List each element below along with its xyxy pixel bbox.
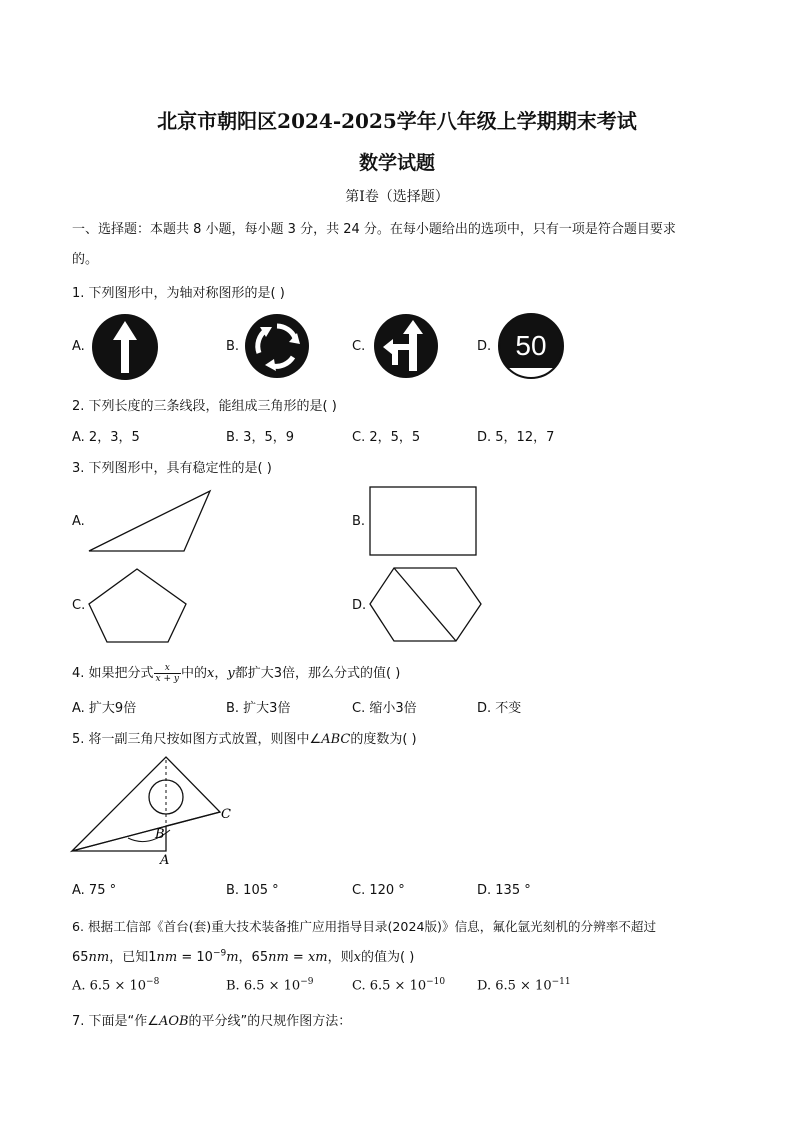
section-instructions: 一、选择题：本题共 8 小题，每小题 3 分，共 24 分。在每小题给出的选项中，只有一项是符合题目要求 [72,222,676,237]
q6-65: 65 [72,950,89,965]
q6-option-d [477,977,571,993]
question-6-stem: 6. 根据工信部《首台(套)重大技术装备推广应用指导目录(2024版)》信息，氟化氩光刻机的分辨率不超过 [72,919,657,934]
q5-angle: ABC [321,732,351,747]
question-1-stem: 1. 下列图形中，为轴对称图形的是( ) [72,286,285,301]
q6-option-d-exp: −11 [551,977,571,987]
q6-option-b-exp: −9 [300,977,314,987]
q6-unit-nm-2: nm [156,950,178,965]
q5-option-a: A. 75 ° [72,883,117,898]
q1-label-b: B. [226,339,240,354]
volume-heading: 第Ⅰ卷（选择题） [345,189,449,205]
q4-fraction-num: x [154,663,181,674]
q4-stem-c: 都扩大3倍，那么分式的值( ) [234,666,401,681]
q5-option-c: C. 120 ° [352,883,405,898]
question-3-stem: 3. 下列图形中，具有稳定性的是( ) [72,461,272,476]
q4-fraction-den: x + y [155,674,179,684]
q7-stem-b: 的平分线”的尺规作图方法： [188,1014,352,1029]
q4-option-c: C. 缩小3倍 [352,701,417,716]
exam-title: 北京市朝阳区2024-2025学年八年级上学期期末考试 [157,109,637,133]
q6-option-b [226,977,313,993]
q6-eq2: = [288,950,308,965]
q3-label-d: D. [352,598,367,613]
q6-unit-nm: nm [88,950,110,965]
subject-title: 数学试题 [358,152,435,174]
q6-unit-nm-3: nm [268,950,289,965]
q6-exp: −9 [212,948,227,959]
q4-stem-b: 中的 [180,666,207,681]
q5-set-square-30 [72,812,220,851]
q5-stem-a: 5. 将一副三角尺按如图方式放置，则图中∠ [72,732,322,747]
q1-label-c: C. [352,339,366,354]
q2-option-d: D. 5，12，7 [477,430,555,445]
q4-sep: ， [214,666,228,681]
q2-option-a: A. 2，3，5 [72,430,140,445]
q6-65b: ，65 [238,950,269,965]
q2-option-c: C. 2，5，5 [352,430,421,445]
q6-option-b-label: B. 6.5 × 10 [226,978,301,994]
q6-option-d-label: D. 6.5 × 10 [477,978,552,994]
q5-label-b: B [155,827,165,842]
q5-option-d: D. 135 ° [477,883,531,898]
q4-option-d: D. 不变 [477,701,522,716]
q4-option-a: A. 扩大9倍 [72,701,137,716]
q5-label-a: A [160,853,170,868]
q5-set-square-45 [72,757,220,851]
q1-label-a: A. [72,339,85,354]
q6-option-a-label: A. 6.5 × 10 [72,978,147,994]
q4-var-x: x [207,666,215,681]
q6-var-x: x [353,950,361,965]
q4-stem-a: 4. 如果把分式 [72,666,154,681]
speed-limit-value: 50 [515,330,547,361]
q6-ask: 的值为( ) [361,950,415,965]
q4-option-b: B. 扩大3倍 [226,701,291,716]
q7-angle: AOB [158,1014,189,1029]
q5-label-c: C [221,807,231,822]
q1-label-d: D. [477,339,492,354]
question-7-stem [72,1010,351,1029]
q5-stem-b: 的度数为( ) [350,732,417,747]
section-instructions-cont: 的。 [72,252,99,267]
q2-option-b: B. 3，5，9 [226,430,294,445]
q6-option-c [352,977,445,993]
q6-option-a-exp: −8 [146,977,160,987]
q3-label-b: B. [352,514,366,529]
q4-var-y: y [227,666,235,681]
q6-given: ，已知1 [109,950,157,965]
q6-eq: = 10 [177,950,213,965]
q6-option-c-exp: −10 [426,977,446,987]
q6-option-a [72,977,159,993]
q6-xm: xm [307,950,328,965]
q7-stem-a: 7. 下面是“作∠ [72,1014,159,1029]
q6-then: ，则 [327,950,354,965]
q3-label-c: C. [72,598,86,613]
q5-option-b: B. 105 ° [226,883,279,898]
q6-option-c-label: C. 6.5 × 10 [352,978,427,994]
question-2-stem: 2. 下列长度的三条线段，能组成三角形的是( ) [72,399,337,414]
question-6-stem-cont [72,946,414,965]
q3-label-a: A. [72,514,85,529]
q6-unit-m: m [226,950,239,965]
